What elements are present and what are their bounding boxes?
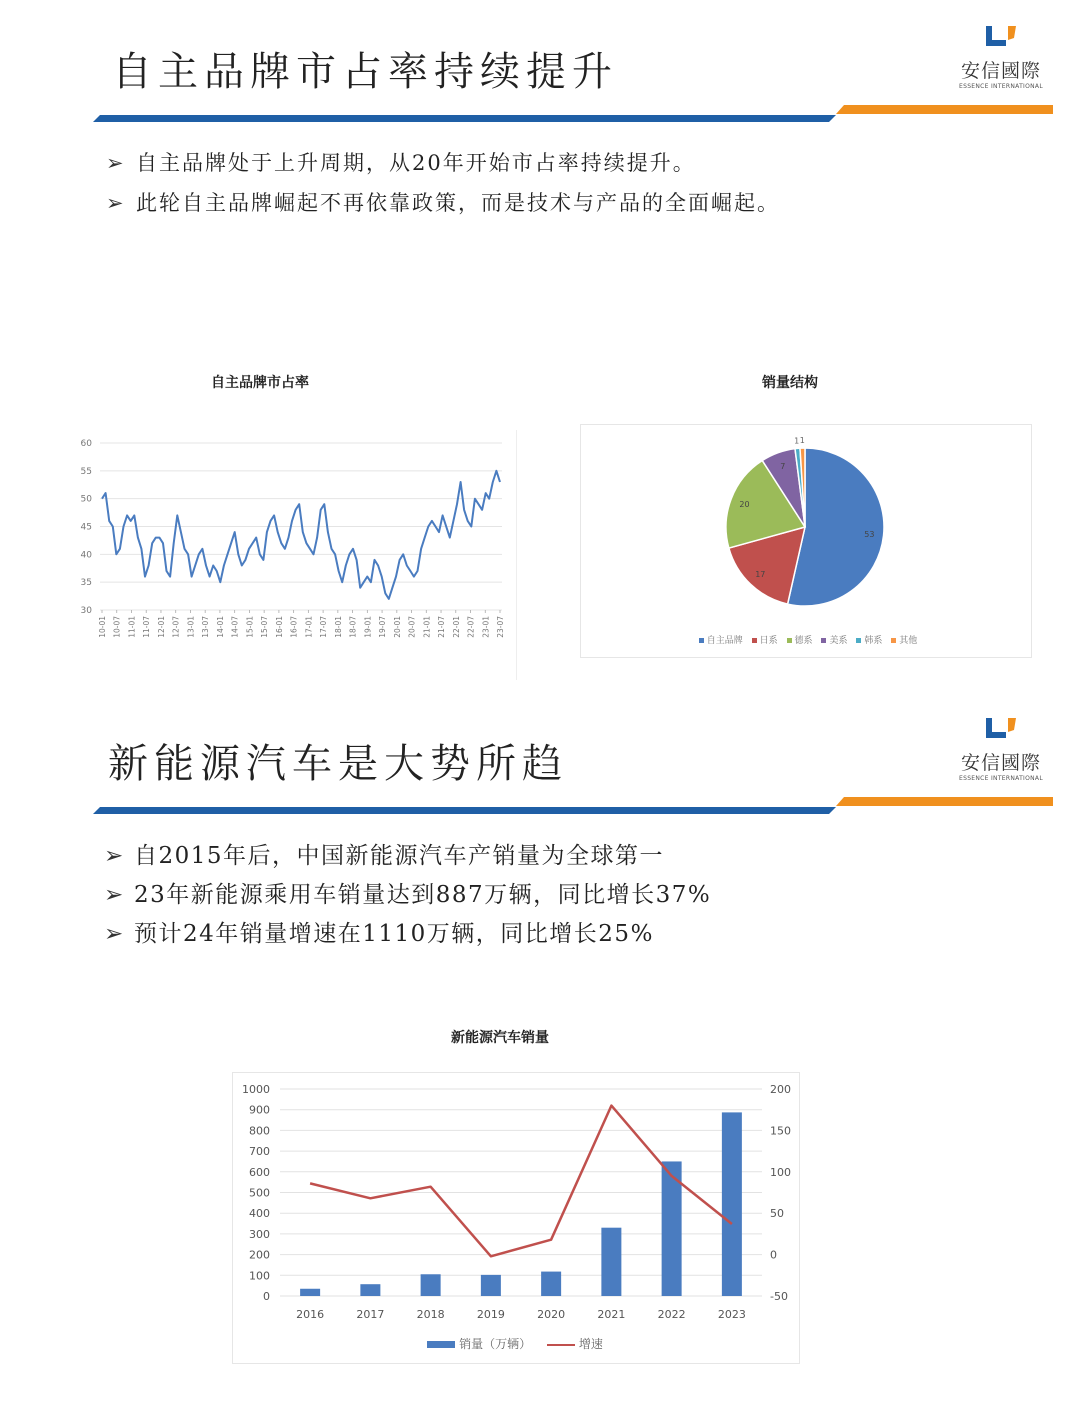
sales-structure-pie-chart: [580, 424, 1030, 656]
x-tick-label: 11-07: [142, 616, 152, 638]
x-tick-label: 14-01: [215, 616, 225, 638]
x-tick-label: 16-01: [274, 616, 284, 638]
brand-mark-icon: [984, 716, 1018, 740]
x-tick-label: 2022: [657, 1308, 686, 1321]
x-tick-label: 10-07: [112, 616, 122, 638]
legend-label: 其他: [899, 636, 918, 646]
legend-swatch: [891, 638, 896, 643]
x-tick-label: 18-07: [348, 616, 358, 638]
x-tick-label: 17-07: [319, 616, 329, 638]
x-tick-label: 22-01: [451, 616, 461, 638]
x-tick-label: 2017: [356, 1308, 385, 1321]
brand-mark-icon: [984, 24, 1018, 48]
y-left-tick-label: 1000: [242, 1083, 270, 1096]
header-divider-2: [0, 792, 1080, 818]
legend-bar-swatch: [427, 1341, 455, 1348]
legend-label: 德系: [794, 636, 813, 646]
x-tick-label: 15-07: [260, 616, 270, 638]
legend-label: 韩系: [864, 636, 883, 646]
brand-name-cn: 安信國際: [960, 60, 1041, 82]
bullet-1: [106, 147, 696, 177]
x-tick-label: 12-01: [156, 616, 166, 638]
x-tick-label: 16-07: [289, 616, 299, 638]
x-tick-label: 21-01: [422, 616, 432, 638]
nev-legend: [232, 1335, 798, 1352]
y-tick-label: 50: [80, 494, 92, 505]
bullet-5: [104, 915, 654, 948]
bar-2019: [481, 1275, 501, 1296]
x-tick-label: 2021: [597, 1308, 626, 1321]
y-tick-label: 55: [80, 466, 92, 477]
panel-divider: [516, 430, 517, 680]
x-tick-label: 2020: [537, 1308, 566, 1321]
y-right-tick-label: 150: [770, 1124, 791, 1138]
legend-label: 美系: [829, 636, 848, 646]
section2-title: 新能源汽车是大势所趋: [108, 741, 568, 787]
market-share-series-line: [102, 471, 500, 599]
nev-sales-combo-chart: [232, 1072, 798, 1334]
arrow-bullet-icon: ➢: [104, 921, 125, 947]
brand-name-en: ESSENCE INTERNATIONAL: [959, 775, 1043, 782]
legend-swatch: [856, 638, 861, 643]
market-share-line-chart: [70, 430, 515, 650]
bullet-text: 自2015年后，中国新能源汽车产销量为全球第一: [134, 843, 665, 869]
pie-data-label: 7: [780, 462, 786, 472]
y-left-tick-label: 900: [249, 1103, 270, 1117]
x-tick-label: 2016: [296, 1308, 325, 1321]
bullet-text: 自主品牌处于上升周期，从20年开始市占率持续提升。: [136, 151, 696, 175]
y-left-tick-label: 700: [249, 1145, 270, 1159]
x-tick-label: 12-07: [171, 616, 181, 638]
x-tick-label: 2023: [717, 1308, 746, 1321]
y-left-tick-label: 0: [263, 1290, 270, 1303]
x-tick-label: 2018: [416, 1308, 445, 1321]
x-tick-label: 15-01: [245, 616, 255, 638]
x-tick-label: 19-07: [378, 616, 388, 638]
x-tick-label: 20-01: [392, 616, 402, 638]
legend-line-swatch: [547, 1344, 575, 1346]
y-tick-label: 40: [80, 550, 92, 561]
x-tick-label: 2019: [476, 1308, 505, 1321]
bullet-text: 23年新能源乘用车销量达到887万辆，同比增长37%: [134, 882, 712, 908]
legend-swatch: [821, 638, 826, 643]
bar-2023: [722, 1112, 742, 1296]
y-right-tick-label: -50: [770, 1290, 788, 1303]
brand-name-cn: 安信國際: [960, 752, 1041, 774]
y-left-tick-label: 200: [249, 1248, 270, 1262]
x-tick-label: 10-01: [98, 616, 107, 638]
nev-chart-title: 新能源汽车销量: [451, 1030, 549, 1046]
y-right-tick-label: 0: [770, 1248, 777, 1262]
y-right-tick-label: 100: [770, 1165, 791, 1179]
section1-title: 自主品牌市占率持续提升: [112, 49, 618, 95]
x-tick-label: 13-01: [186, 616, 196, 638]
header-divider-1: [0, 100, 1080, 126]
pie-data-label: 53: [864, 530, 875, 540]
bar-2016: [300, 1289, 320, 1296]
bar-2020: [541, 1272, 561, 1296]
pie-chart-title: 销量结构: [762, 375, 818, 391]
y-right-tick-label: 50: [770, 1207, 784, 1221]
legend-swatch: [699, 638, 704, 643]
arrow-bullet-icon: ➢: [106, 151, 126, 175]
x-tick-label: 13-07: [201, 616, 211, 638]
x-tick-label: 21-07: [437, 616, 447, 638]
bar-2018: [421, 1274, 441, 1296]
legend-swatch: [752, 638, 757, 643]
y-left-tick-label: 600: [249, 1165, 270, 1179]
legend-label: 销量（万辆）: [459, 1337, 532, 1351]
legend-label: 自主品牌: [706, 636, 743, 646]
pie-data-label: 1: [794, 436, 800, 446]
x-tick-label: 14-07: [230, 616, 240, 638]
arrow-bullet-icon: ➢: [106, 191, 126, 215]
pie-data-label: 20: [739, 499, 750, 509]
x-tick-label: 22-07: [466, 616, 476, 638]
brand-logo: [946, 24, 1056, 90]
bullet-3: [104, 837, 664, 870]
x-tick-label: 20-07: [407, 616, 417, 638]
bar-2017: [360, 1284, 380, 1296]
y-left-tick-label: 100: [249, 1269, 270, 1283]
brand-name-en: ESSENCE INTERNATIONAL: [959, 83, 1043, 90]
y-tick-label: 35: [80, 578, 92, 589]
arrow-bullet-icon: ➢: [104, 882, 125, 908]
y-tick-label: 30: [80, 606, 92, 616]
y-left-tick-label: 800: [249, 1124, 270, 1138]
x-tick-label: 17-01: [304, 616, 314, 638]
arrow-bullet-icon: ➢: [104, 843, 125, 869]
y-tick-label: 45: [80, 522, 92, 533]
pie-legend: [580, 633, 1030, 646]
legend-swatch: [787, 638, 792, 643]
x-tick-label: 11-01: [127, 616, 137, 638]
y-left-tick-label: 300: [249, 1227, 270, 1241]
bullet-text: 此轮自主品牌崛起不再依靠政策，而是技术与产品的全面崛起。: [136, 191, 780, 215]
y-right-tick-label: 200: [770, 1083, 791, 1096]
x-tick-label: 23-01: [481, 616, 491, 638]
y-left-tick-label: 400: [249, 1207, 270, 1221]
y-tick-label: 60: [80, 439, 92, 449]
x-tick-label: 18-01: [333, 616, 343, 638]
x-tick-label: 19-01: [363, 616, 373, 638]
share-chart-title: 自主品牌市占率: [211, 375, 309, 391]
y-left-tick-label: 500: [249, 1186, 270, 1200]
pie-data-label: 1: [799, 436, 805, 446]
x-tick-label: 23-07: [496, 616, 505, 638]
legend-label: 增速: [578, 1337, 603, 1351]
bullet-2: [106, 187, 780, 217]
bullet-text: 预计24年销量增速在1110万辆，同比增长25%: [134, 921, 654, 947]
bullet-4: [104, 876, 711, 909]
bar-2021: [601, 1228, 621, 1296]
legend-label: 日系: [759, 636, 778, 646]
pie-data-label: 17: [755, 569, 766, 579]
brand-logo-2: [946, 716, 1056, 782]
